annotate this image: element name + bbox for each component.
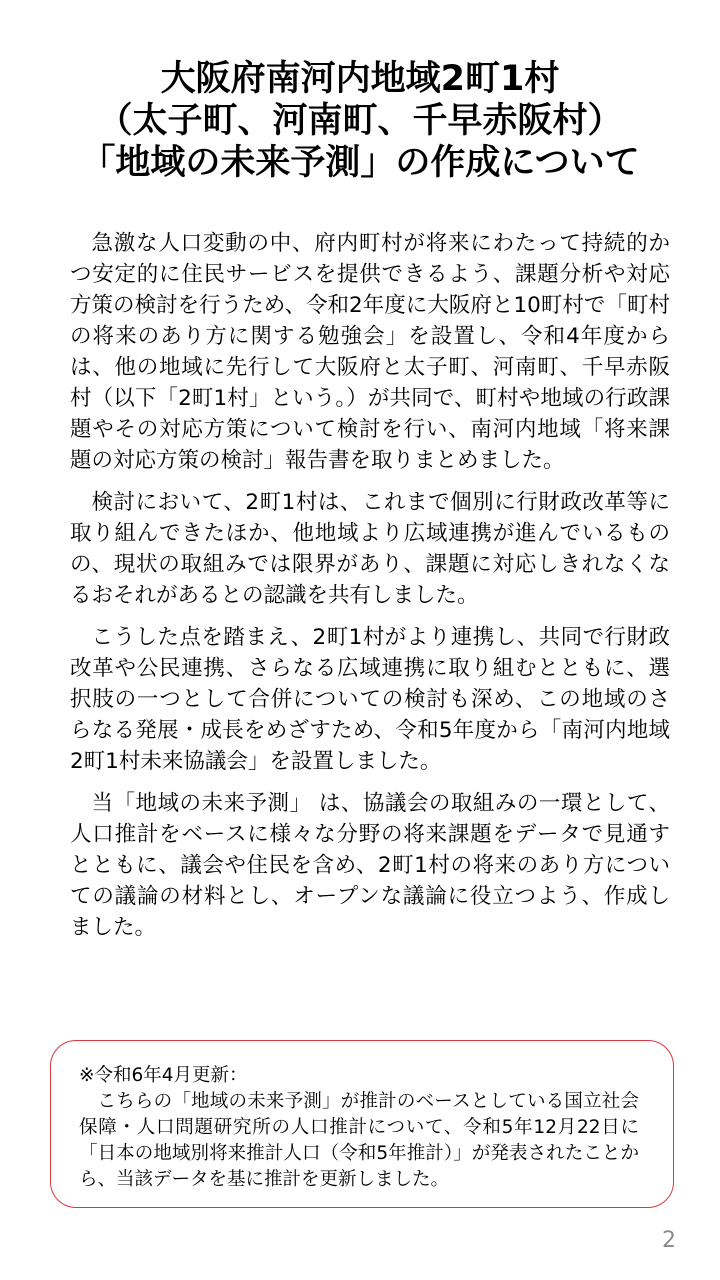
page-number: 2 xyxy=(662,1228,676,1253)
paragraph-background: 急激な人口変動の中、府内町村が将来にわたって持続的かつ安定的に住民サービスを提供できるよう、課題分析や対応方策の検討を行うため、令和2年度に大阪府と10町村で「町村の将来のあり方に関する勉強会」を設置し、令和4年度からは、他の地域に先行して大阪府と太子町、河南町、千早赤阪村（以下「2町1村」という。）が共同で、町村や地域の行政課題やその対応方策について検討を行い、南河内地域「将来課題の対応方策の検討」報告書を取りまとめました。 xyxy=(70,231,670,473)
title-line-3: 「地域の未来予測」の作成について xyxy=(80,143,640,183)
update-notice-heading: ※令和6年4月更新： xyxy=(79,1065,248,1086)
paragraph-council: こうした点を踏まえ、2町1村がより連携し、共同で行財政改革や公民連携、さらなる広域連携に取り組むとともに、選択肢の一つとして合併についての検討も深め、この地域のさらなる発展・成長をめざすため、令和5年度から「南河内地域2町1村未来協議会」を設置しました。 xyxy=(70,625,670,774)
update-notice-box xyxy=(50,1040,674,1208)
update-notice-body: こちらの「地域の未来予測」が推計のベースとしている国立社会保障・人口問題研究所の人口推計について、令和5年12月22日に「日本の地域別将来推計人口（令和5年推計）」が発表されたことから、当該データを基に推計を更新しました。 xyxy=(79,1091,639,1190)
body-text xyxy=(70,228,670,954)
title-line-1: 大阪府南河内地域2町1村 xyxy=(160,59,560,99)
title-line-2: （太子町、河南町、千早赤阪村） xyxy=(97,101,623,141)
paragraph-review: 検討において、2町1村は、これまで個別に行財政改革等に取り組んできたほか、他地域より広域連携が進んでいるものの、現状の取組みでは限界があり、課題に対応しきれなくなるおそれがあるとの認識を共有しました。 xyxy=(70,490,670,608)
paragraph-purpose: 当「地域の未来予測」 は、協議会の取組みの一環として、人口推計をベースに様々な分野の将来課題をデータで見通すとともに、議会や住民を含め、2町1村の将来のあり方についての議論の材料とし、オープンな議論に役立つよう、作成しました。 xyxy=(70,791,670,940)
page-title xyxy=(0,58,720,184)
